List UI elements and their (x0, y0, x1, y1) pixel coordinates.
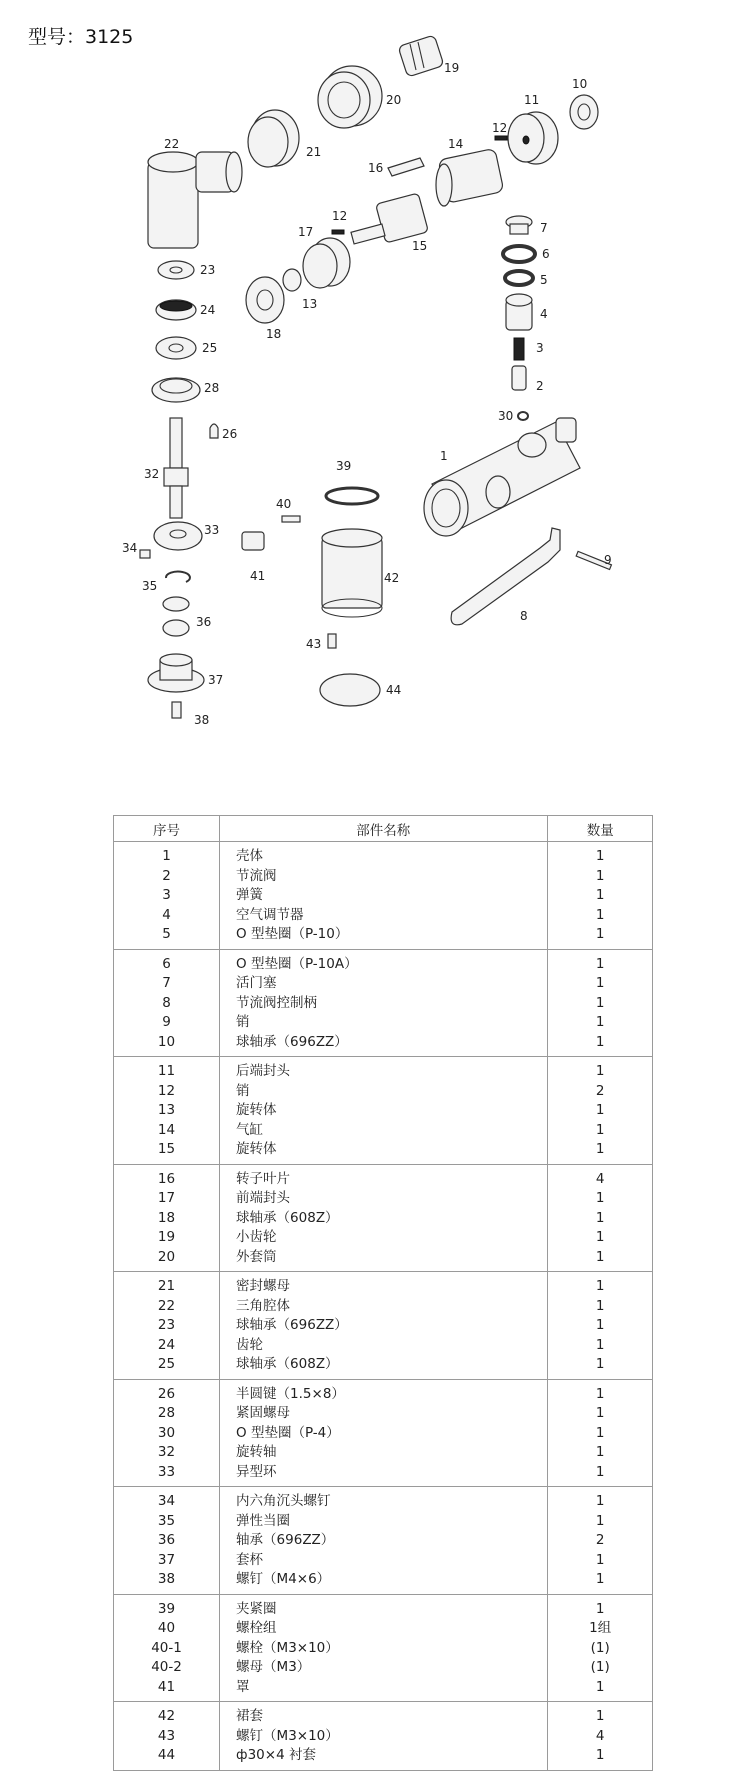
part-qty: 1 (595, 1424, 605, 1441)
label-12b: 12 (332, 209, 348, 223)
part-13 (283, 269, 301, 291)
part-number: 44 (157, 1747, 176, 1763)
part-14-cylinder (436, 148, 504, 206)
part-name: 螺钉（M3×10） (236, 1727, 339, 1744)
part-number: 15 (157, 1141, 176, 1157)
part-qty: 1 (595, 1493, 605, 1509)
label-8: 8 (520, 609, 528, 623)
part-name: 旋转体 (236, 1141, 277, 1157)
part-name: 壳体 (236, 848, 264, 864)
part-10-bearing (570, 95, 598, 129)
part-name: 螺母（M3） (236, 1659, 311, 1675)
part-qty: 1 (595, 848, 605, 864)
part-number: 40 (157, 1620, 176, 1636)
part-qty: 1 (595, 1600, 605, 1617)
part-number: 33 (157, 1463, 176, 1480)
part-qty: 1 (595, 975, 605, 991)
part-qty: (1) (590, 1639, 610, 1656)
part-number: 3 (162, 887, 171, 903)
part-number: 28 (157, 1405, 176, 1421)
part-name: 轴承（696ZZ） (236, 1532, 335, 1548)
model-title: 型号：3125 (28, 26, 134, 48)
part-name: 活门塞 (236, 975, 277, 991)
part-qty: (1) (590, 1659, 610, 1675)
part-name: 节流阀 (236, 867, 277, 884)
part-qty: 1 (595, 1444, 605, 1460)
label-22: 22 (164, 137, 180, 151)
label-21: 21 (306, 145, 322, 159)
part-qty: 1 (595, 1229, 605, 1245)
label-12: 12 (492, 121, 508, 135)
part-name: 夹紧圈 (236, 1600, 277, 1617)
header-part-name: 部件名称 (220, 816, 548, 842)
part-qty: 1 (595, 1571, 605, 1587)
label-10: 10 (572, 77, 588, 91)
part-number: 36 (157, 1532, 176, 1548)
part-number: 34 (157, 1493, 176, 1509)
part-number: 1 (162, 848, 171, 864)
part-name: 裙套 (236, 1708, 264, 1724)
part-qty: 1 (595, 1708, 605, 1724)
part-12-pin-b (332, 230, 344, 234)
part-qty: 1 (595, 1033, 605, 1050)
table-row-group-7 (114, 1487, 653, 1595)
part-42-skirt (322, 529, 382, 617)
part-name: 球轴承（608Z） (236, 1209, 339, 1226)
header-quantity: 数量 (548, 816, 653, 842)
part-25-bearing (156, 337, 196, 359)
label-44: 44 (386, 683, 402, 697)
label-16: 16 (368, 161, 384, 175)
label-13: 13 (302, 297, 318, 311)
part-name: 螺栓组 (236, 1620, 277, 1636)
part-30-o-ring (518, 412, 528, 420)
part-name: 半圆键（1.5×8） (236, 1385, 345, 1402)
part-qty: 1 (595, 994, 605, 1011)
label-6: 6 (542, 247, 550, 261)
header-number: 序号 (114, 816, 220, 842)
part-6-o-ring (503, 246, 535, 262)
part-1-housing (424, 418, 580, 536)
exploded-parts-diagram (0, 0, 750, 760)
label-36: 36 (196, 615, 212, 629)
part-number: 16 (157, 1170, 176, 1187)
label-38: 38 (194, 713, 210, 727)
part-number: 13 (157, 1102, 176, 1118)
table-row-group-6 (114, 1379, 653, 1487)
part-17-front-cap (303, 238, 350, 288)
part-33-ring (154, 522, 202, 550)
part-qty: 1 (595, 1209, 605, 1226)
part-number: 12 (157, 1082, 176, 1099)
part-name: 空气调节器 (236, 906, 304, 923)
label-19: 19 (444, 61, 460, 75)
part-number: 21 (157, 1278, 176, 1294)
part-qty: 1 (595, 1063, 605, 1079)
table-row-group-1 (114, 842, 653, 950)
part-39-clamp (326, 488, 378, 504)
table-row-group-5 (114, 1272, 653, 1380)
label-33: 33 (204, 523, 220, 537)
part-38-screw (172, 702, 181, 718)
part-name: 三角腔体 (236, 1297, 291, 1314)
part-qty: 2 (595, 1082, 605, 1099)
label-23: 23 (200, 263, 216, 277)
part-qty: 1 (595, 1278, 605, 1294)
part-28-lock-nut (152, 378, 200, 402)
label-28: 28 (204, 381, 220, 395)
part-2-throttle-valve (512, 366, 526, 390)
part-name: 内六角沉头螺钉 (236, 1493, 331, 1509)
part-26-key (210, 424, 218, 438)
part-name: 转子叶片 (236, 1170, 291, 1187)
label-18: 18 (266, 327, 282, 341)
label-30: 30 (498, 409, 514, 423)
part-qty: 1 (595, 1463, 605, 1480)
table-row-group-3 (114, 1057, 653, 1165)
label-26: 26 (222, 427, 238, 441)
part-number: 35 (157, 1512, 176, 1529)
label-42: 42 (384, 571, 400, 585)
part-15-rotor (351, 193, 428, 244)
part-qty: 1 (595, 867, 605, 884)
table-row-group-2 (114, 949, 653, 1057)
part-name: O 型垫圈（P-10） (236, 926, 349, 942)
part-number: 11 (157, 1063, 176, 1079)
part-number: 38 (157, 1571, 176, 1587)
part-11-rear-cap (508, 112, 558, 164)
part-number: 10 (157, 1033, 176, 1050)
part-name: 节流阀控制柄 (236, 994, 318, 1011)
part-name: 罩 (236, 1678, 250, 1695)
part-number: 40-1 (151, 1639, 182, 1656)
label-14: 14 (448, 137, 464, 151)
table-row-group-8 (114, 1594, 653, 1702)
part-43-screw (328, 634, 336, 648)
part-12-pin (495, 136, 507, 140)
part-number: 37 (157, 1551, 176, 1568)
part-qty: 2 (595, 1532, 605, 1548)
part-name: 球轴承（608Z） (236, 1356, 339, 1372)
part-number: 2 (162, 867, 171, 884)
parts-table (113, 815, 653, 1771)
table-row-group-9 (114, 1702, 653, 1771)
part-qty: 1 (595, 1405, 605, 1421)
part-37-cup (148, 654, 204, 692)
label-41: 41 (250, 569, 266, 583)
label-4: 4 (540, 307, 548, 321)
part-number: 22 (157, 1297, 176, 1314)
part-name: 弹性当圈 (236, 1512, 291, 1529)
label-40: 40 (276, 497, 292, 511)
part-qty: 1 (595, 1336, 605, 1353)
part-name: 密封螺母 (236, 1278, 291, 1294)
part-qty: 4 (595, 1170, 605, 1187)
label-24: 24 (200, 303, 216, 317)
part-name: 弹簧 (236, 887, 264, 903)
label-25: 25 (202, 341, 218, 355)
part-name: 小齿轮 (236, 1229, 277, 1245)
label-5: 5 (540, 273, 548, 287)
part-name: 螺栓（M3×10） (236, 1639, 339, 1656)
part-name: 齿轮 (236, 1336, 264, 1353)
part-number: 7 (162, 975, 171, 991)
part-name: 旋转体 (236, 1102, 277, 1118)
part-name: 旋转轴 (236, 1444, 277, 1460)
part-36-bearings (163, 597, 189, 636)
parts-table-header (114, 816, 653, 842)
part-qty: 1 (595, 1317, 605, 1333)
part-qty: 1 (595, 1141, 605, 1157)
part-32-spindle (164, 418, 188, 518)
part-number: 39 (157, 1600, 176, 1617)
part-number: 4 (162, 906, 171, 923)
part-name: 后端封头 (236, 1063, 291, 1079)
part-name: 套杯 (236, 1551, 264, 1568)
part-qty: 1 (595, 926, 605, 942)
part-number: 23 (157, 1317, 176, 1333)
part-35-circlip (166, 572, 190, 582)
part-number: 6 (162, 955, 171, 972)
part-16-vane (388, 158, 424, 176)
part-qty: 1 (595, 1248, 605, 1265)
part-41-cap (242, 532, 264, 550)
part-18-bearing (246, 277, 284, 323)
part-name: 球轴承（696ZZ） (236, 1033, 348, 1050)
part-name: 紧固螺母 (236, 1405, 291, 1421)
table-row-group-4 (114, 1164, 653, 1272)
label-37: 37 (208, 673, 224, 687)
part-name: 销 (236, 1082, 250, 1099)
part-name: 外套筒 (236, 1248, 277, 1265)
part-19-pinion (398, 35, 444, 77)
part-number: 24 (157, 1336, 176, 1353)
part-qty: 1 (595, 1014, 605, 1030)
label-15: 15 (412, 239, 428, 253)
label-3: 3 (536, 341, 544, 355)
part-number: 5 (162, 926, 171, 942)
label-39: 39 (336, 459, 352, 473)
part-number: 30 (157, 1424, 176, 1441)
part-5-o-ring (505, 271, 533, 285)
part-qty: 1 (595, 1678, 605, 1695)
part-7-valve-plug (506, 216, 532, 234)
part-qty: 4 (595, 1727, 605, 1744)
label-1: 1 (440, 449, 448, 463)
label-9: 9 (604, 553, 612, 567)
part-number: 14 (157, 1121, 176, 1138)
part-4-regulator (506, 294, 532, 330)
part-name: O 型垫圈（P-10A） (236, 955, 358, 972)
part-qty: 1 (595, 1297, 605, 1314)
label-2: 2 (536, 379, 544, 393)
part-name: 螺钉（M4×6） (236, 1571, 331, 1587)
part-34-screw (140, 550, 150, 558)
part-number: 9 (162, 1014, 171, 1030)
label-43: 43 (306, 637, 322, 651)
part-name: 球轴承（696ZZ） (236, 1317, 348, 1333)
part-name: 气缸 (236, 1121, 264, 1138)
part-number: 32 (157, 1444, 176, 1460)
label-34: 34 (122, 541, 138, 555)
part-21-seal-nut (248, 110, 299, 167)
part-name: O 型垫圈（P-4） (236, 1424, 340, 1441)
part-number: 8 (162, 994, 171, 1011)
label-35: 35 (142, 579, 158, 593)
part-qty: 1 (595, 1551, 605, 1568)
part-qty: 1 (595, 1190, 605, 1206)
part-qty: 1 (595, 955, 605, 972)
part-number: 25 (157, 1356, 176, 1372)
label-11: 11 (524, 93, 540, 107)
part-44-bushing (320, 674, 380, 706)
part-number: 20 (157, 1248, 176, 1265)
part-23-bearing (158, 261, 194, 279)
part-3-spring (514, 338, 524, 360)
part-number: 41 (157, 1678, 176, 1695)
part-number: 17 (157, 1190, 176, 1206)
part-number: 42 (157, 1708, 176, 1724)
part-40-bolt-set (282, 516, 300, 522)
part-name: 前端封头 (236, 1190, 291, 1206)
part-22-angle-housing (148, 152, 242, 248)
part-number: 18 (157, 1209, 176, 1226)
part-qty: 1 (595, 887, 605, 903)
label-32: 32 (144, 467, 160, 481)
part-qty: 1 (595, 1512, 605, 1529)
part-24-gear (156, 300, 196, 320)
part-qty: 1 (595, 906, 605, 923)
part-qty: 1 (595, 1747, 605, 1763)
part-number: 40-2 (151, 1659, 182, 1675)
part-number: 26 (157, 1385, 176, 1402)
part-name: 销 (236, 1014, 250, 1030)
part-number: 19 (157, 1229, 176, 1245)
part-qty: 1 (595, 1356, 605, 1372)
part-name: ф30×4 衬套 (236, 1747, 316, 1763)
part-qty: 1 (595, 1102, 605, 1118)
part-number: 43 (157, 1727, 176, 1744)
part-8-throttle-lever (451, 528, 560, 625)
part-20-outer-sleeve (318, 66, 382, 128)
part-qty: 1 (595, 1121, 605, 1138)
label-7: 7 (540, 221, 548, 235)
label-17: 17 (298, 225, 314, 239)
label-20: 20 (386, 93, 402, 107)
part-name: 异型环 (236, 1463, 277, 1480)
part-qty: 1组 (589, 1620, 612, 1636)
part-qty: 1 (595, 1385, 605, 1402)
